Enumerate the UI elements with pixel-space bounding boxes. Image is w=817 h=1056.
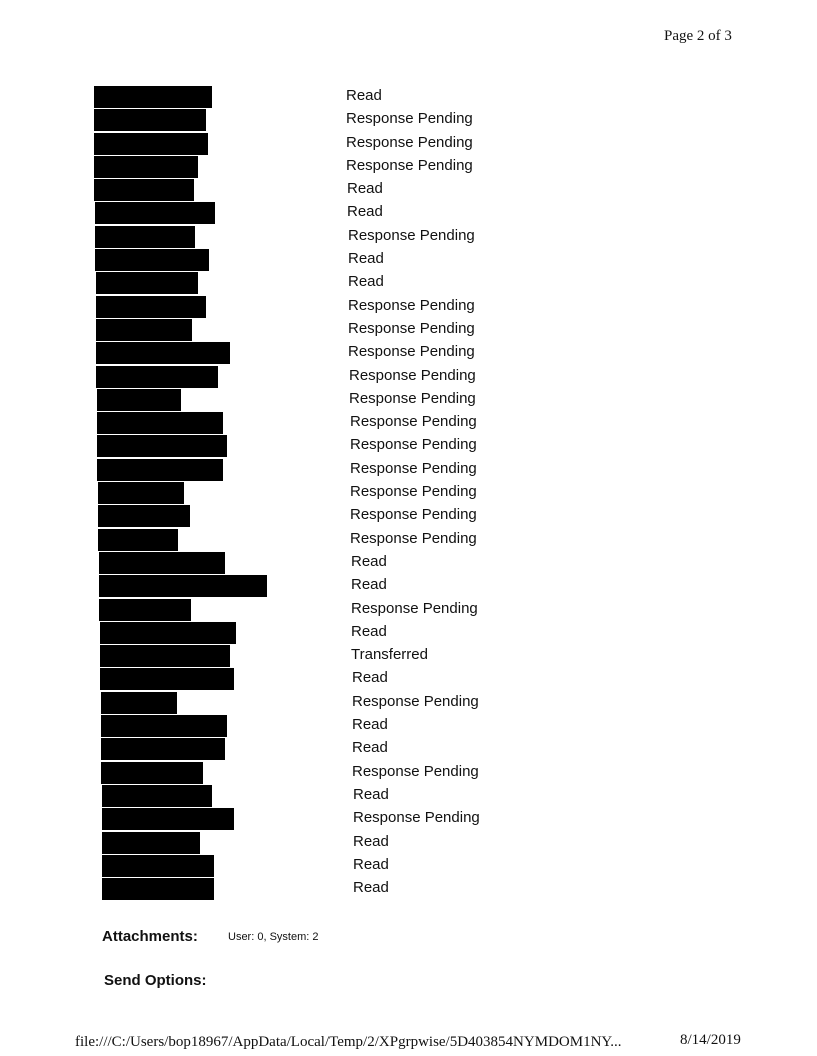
recipient-status: Read <box>347 180 383 198</box>
attachments-value: User: 0, System: 2 <box>228 931 319 943</box>
footer-file-path: file:///C:/Users/bop18967/AppData/Local/Temp/2/XPgrpwise/5D403854NYMDOM1NY... <box>75 1034 622 1050</box>
recipient-status: Response Pending <box>348 319 475 337</box>
recipient-status: Response Pending <box>350 413 477 431</box>
redacted-recipient-name <box>96 272 198 294</box>
redacted-recipient-name <box>96 319 192 341</box>
redacted-recipient-name <box>97 389 181 411</box>
recipient-status: Read <box>352 716 388 734</box>
recipient-status: Response Pending <box>353 809 480 827</box>
recipient-row <box>94 785 614 808</box>
redacted-recipient-name <box>99 575 267 597</box>
recipient-status: Read <box>348 250 384 268</box>
recipient-status: Read <box>353 785 389 803</box>
recipient-row <box>94 482 614 505</box>
redacted-recipient-name <box>101 738 225 760</box>
recipient-status: Read <box>348 273 384 291</box>
page-number: Page 2 of 3 <box>664 28 732 44</box>
recipient-row <box>94 505 614 528</box>
recipient-row <box>94 133 614 156</box>
recipient-row <box>94 342 614 365</box>
footer-date: 8/14/2019 <box>680 1032 741 1048</box>
redacted-recipient-name <box>96 342 230 364</box>
attachments-label: Attachments: <box>102 928 198 945</box>
redacted-recipient-name <box>99 552 225 574</box>
recipient-row <box>94 319 614 342</box>
recipient-row <box>94 808 614 831</box>
redacted-recipient-name <box>94 156 198 178</box>
recipient-row <box>94 389 614 412</box>
redacted-recipient-name <box>100 622 236 644</box>
recipient-status: Response Pending <box>346 133 473 151</box>
recipient-status: Read <box>347 203 383 221</box>
recipient-row <box>94 179 614 202</box>
recipient-status: Read <box>351 622 387 640</box>
redacted-recipient-name <box>100 645 230 667</box>
redacted-recipient-name <box>101 762 203 784</box>
recipient-status: Response Pending <box>352 692 479 710</box>
redacted-recipient-name <box>94 133 208 155</box>
recipient-row <box>94 296 614 319</box>
recipient-status: Read <box>352 739 388 757</box>
recipient-row <box>94 832 614 855</box>
recipient-row <box>94 202 614 225</box>
redacted-recipient-name <box>94 86 212 108</box>
recipient-row <box>94 738 614 761</box>
recipient-status: Response Pending <box>350 483 477 501</box>
recipient-row <box>94 855 614 878</box>
recipient-status: Response Pending <box>346 110 473 128</box>
redacted-recipient-name <box>100 668 234 690</box>
redacted-recipient-name <box>95 202 215 224</box>
redacted-recipient-name <box>95 249 209 271</box>
redacted-recipient-name <box>97 435 227 457</box>
recipient-status: Response Pending <box>349 389 476 407</box>
recipient-status: Read <box>351 576 387 594</box>
recipient-row <box>94 878 614 901</box>
recipient-status: Response Pending <box>350 529 477 547</box>
redacted-recipient-name <box>102 878 214 900</box>
redacted-recipient-name <box>97 412 223 434</box>
recipient-row <box>94 692 614 715</box>
recipient-row <box>94 575 614 598</box>
recipient-row <box>94 412 614 435</box>
recipient-row <box>94 249 614 272</box>
recipient-row <box>94 599 614 622</box>
redacted-recipient-name <box>98 482 184 504</box>
recipient-status: Response Pending <box>349 366 476 384</box>
recipient-row <box>94 552 614 575</box>
recipient-status: Response Pending <box>350 506 477 524</box>
recipient-row <box>94 226 614 249</box>
recipient-row <box>94 715 614 738</box>
recipient-row <box>94 622 614 645</box>
recipient-status: Read <box>346 87 382 104</box>
recipient-status: Response Pending <box>348 296 475 314</box>
redacted-recipient-name <box>102 808 234 830</box>
redacted-recipient-name <box>102 785 212 807</box>
redacted-recipient-name <box>102 855 214 877</box>
recipient-status: Response Pending <box>348 343 475 361</box>
recipient-status: Read <box>353 832 389 850</box>
recipient-status: Response Pending <box>351 599 478 617</box>
recipient-row <box>94 272 614 295</box>
recipient-row <box>94 645 614 668</box>
recipient-row <box>94 86 614 109</box>
recipient-row <box>94 156 614 179</box>
recipient-status: Response Pending <box>350 459 477 477</box>
recipient-row <box>94 668 614 691</box>
redacted-recipient-name <box>94 109 206 131</box>
recipient-status: Response Pending <box>348 226 475 244</box>
recipient-status-list <box>94 86 614 901</box>
recipient-status: Read <box>353 855 389 873</box>
recipient-status: Response Pending <box>352 762 479 780</box>
redacted-recipient-name <box>102 832 200 854</box>
redacted-recipient-name <box>97 459 223 481</box>
redacted-recipient-name <box>101 692 177 714</box>
recipient-status: Transferred <box>351 646 428 664</box>
redacted-recipient-name <box>96 366 218 388</box>
redacted-recipient-name <box>95 226 195 248</box>
recipient-row <box>94 435 614 458</box>
recipient-status: Read <box>353 879 389 897</box>
recipient-row <box>94 529 614 552</box>
attachments-row <box>102 928 319 946</box>
recipient-status: Response Pending <box>350 436 477 454</box>
redacted-recipient-name <box>98 529 178 551</box>
recipient-status: Read <box>352 669 388 687</box>
recipient-status: Read <box>351 552 387 570</box>
send-options-label: Send Options: <box>104 972 207 989</box>
redacted-recipient-name <box>94 179 194 201</box>
redacted-recipient-name <box>96 296 206 318</box>
recipient-row <box>94 459 614 482</box>
recipient-row <box>94 762 614 785</box>
redacted-recipient-name <box>101 715 227 737</box>
recipient-row <box>94 109 614 132</box>
redacted-recipient-name <box>98 505 190 527</box>
recipient-row <box>94 366 614 389</box>
redacted-recipient-name <box>99 599 191 621</box>
recipient-status: Response Pending <box>346 156 473 174</box>
